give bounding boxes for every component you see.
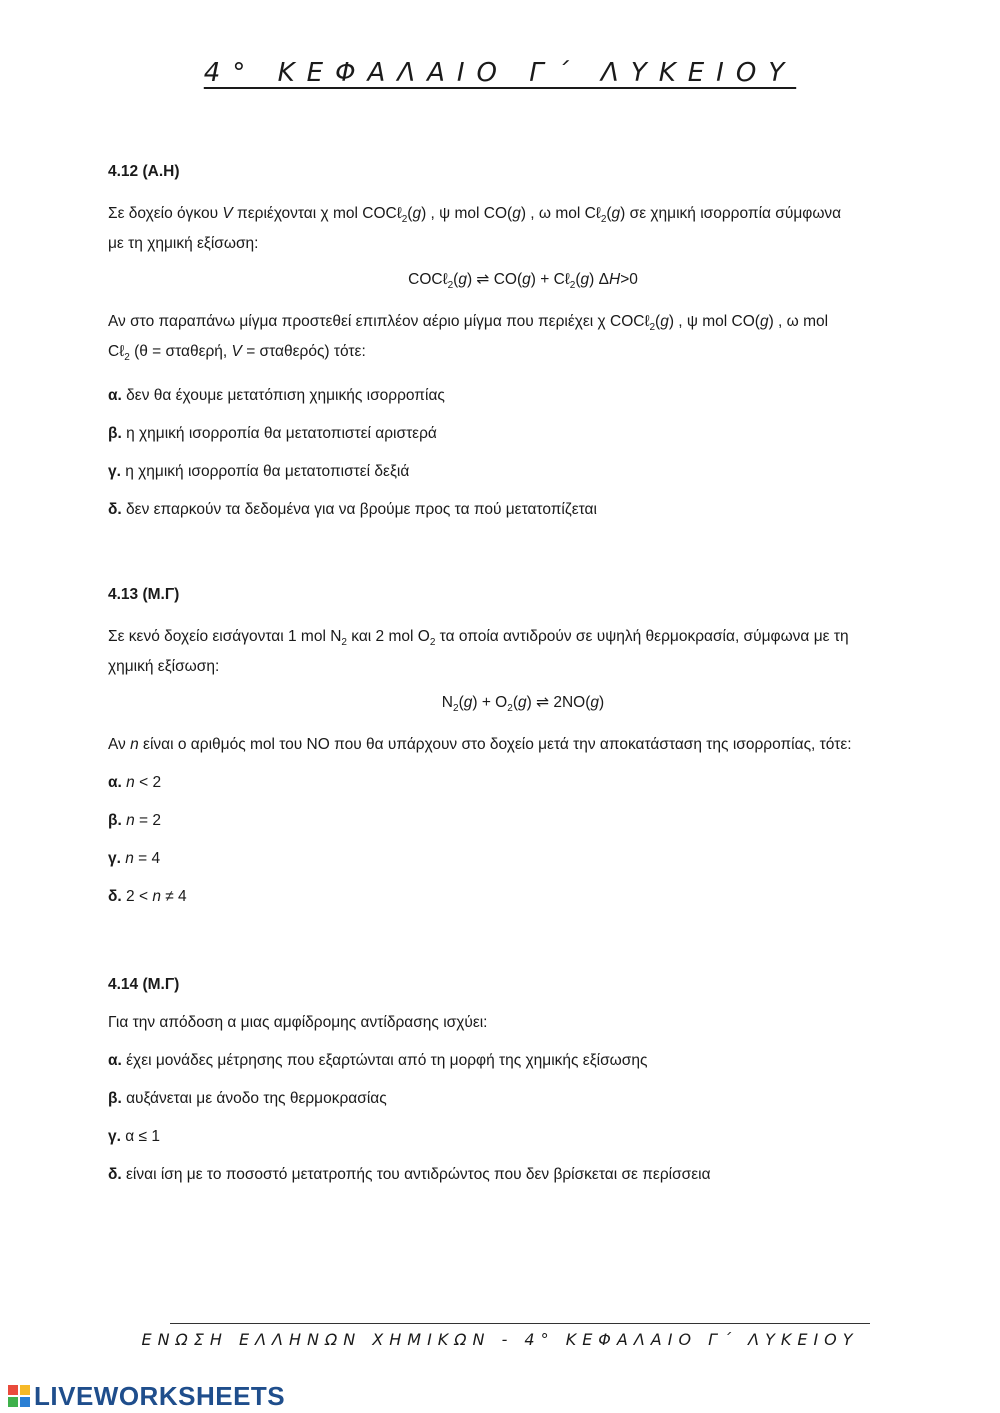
question-heading: 4.13 (Μ.Γ): [108, 586, 180, 603]
question-heading: 4.12 (Α.Η): [108, 163, 180, 180]
option-b[interactable]: β. n = 2: [108, 812, 162, 830]
page-footer: ΕΝΩΣΗ ΕΛΛΗΝΩΝ ΧΗΜΙΚΩΝ - 4° ΚΕΦΑΛΑΙΟ Γ΄ ΛΥΚΕΙΟΥ: [141, 1330, 859, 1349]
question-stem-line2: χημική εξίσωση:: [108, 658, 220, 676]
chemical-equation: COCℓ$_2$(g) ⇌ CO(g) + Cℓ$_2$(g) ΔH>0: [408, 271, 638, 292]
liveworksheets-logo[interactable]: [8, 1381, 285, 1411]
logo-square-green: [8, 1397, 18, 1407]
liveworksheets-logo-text: LIVEWORKSHEETS: [34, 1380, 286, 1411]
question-stem-line2: με τη χημική εξίσωση:: [108, 235, 259, 253]
question-heading: 4.14 (Μ.Γ): [108, 976, 180, 993]
option-c[interactable]: γ. n = 4: [108, 850, 161, 868]
question-4-14: [108, 973, 938, 1187]
option-a[interactable]: α. έχει μονάδες μέτρησης που εξαρτώνται από τη μορφή της χημικής εξίσωσης: [108, 1052, 648, 1069]
question-stem: Σε δοχείο όγκου V περιέχονται χ mol COCℓ$_2$(g) , ψ mol CO(g) , ω mol Cℓ$_2$(g) σε χημική ισορροπία σύμφωνα: [108, 205, 842, 226]
question-condition: Αν στο παραπάνω μίγμα προστεθεί επιπλέον αέριο μίγμα που περιέχει χ COCℓ$_2$(g) , ψ mol CO(g) , ω mol: [108, 313, 829, 334]
question-4-12: [108, 160, 938, 522]
option-d[interactable]: δ. είναι ίση με το ποσοστό μετατροπής του αντιδρώντος που δεν βρίσκεται σε περίσσεια: [108, 1166, 711, 1183]
question-stem: Σε κενό δοχείο εισάγονται 1 mol $N_2$ και 2 mol $O_2$ τα οποία αντιδρούν σε υψηλή θερμοκρασία, σύμφωνα με τη: [108, 628, 849, 649]
question-condition: Αν n είναι ο αριθμός mol του NO που θα υπάρχουν στο δοχείο μετά την αποκατάσταση της ισορροπίας, τότε:: [108, 736, 852, 754]
option-a[interactable]: α. n < 2: [108, 774, 162, 792]
question-4-13: [108, 583, 938, 909]
liveworksheets-logo-icon: [8, 1385, 30, 1407]
logo-square-red: [8, 1385, 18, 1395]
question-stem: Για την απόδοση α μιας αμφίδρομης αντίδρασης ισχύει:: [108, 1014, 488, 1031]
option-c[interactable]: γ. α ≤ 1: [108, 1128, 160, 1145]
option-d[interactable]: δ. 2 < n ≠ 4: [108, 888, 187, 906]
question-condition-line2: Cℓ$_2$ (θ = σταθερή, V = σταθερός) τότε:: [108, 343, 366, 364]
option-c[interactable]: γ. η χημική ισορροπία θα μετατοπιστεί δεξιά: [108, 463, 410, 481]
option-b[interactable]: β. αυξάνεται με άνοδο της θερμοκρασίας: [108, 1090, 387, 1107]
page-title: 4° ΚΕΦΑΛΑΙΟ Γ΄ ΛΥΚΕΙΟΥ: [203, 58, 797, 88]
option-b[interactable]: β. η χημική ισορροπία θα μετατοπιστεί αριστερά: [108, 425, 437, 443]
chemical-equation: $N_2(g) + O_2(g)$ ⇌ 2NO(g): [441, 694, 605, 715]
logo-square-blue: [20, 1397, 30, 1407]
logo-square-yellow: [20, 1385, 30, 1395]
option-a[interactable]: α. δεν θα έχουμε μετατόπιση χημικής ισορροπίας: [108, 387, 445, 405]
footer-divider: [170, 1323, 870, 1324]
option-d[interactable]: δ. δεν επαρκούν τα δεδομένα για να βρούμε προς τα πού μετατοπίζεται: [108, 501, 597, 519]
